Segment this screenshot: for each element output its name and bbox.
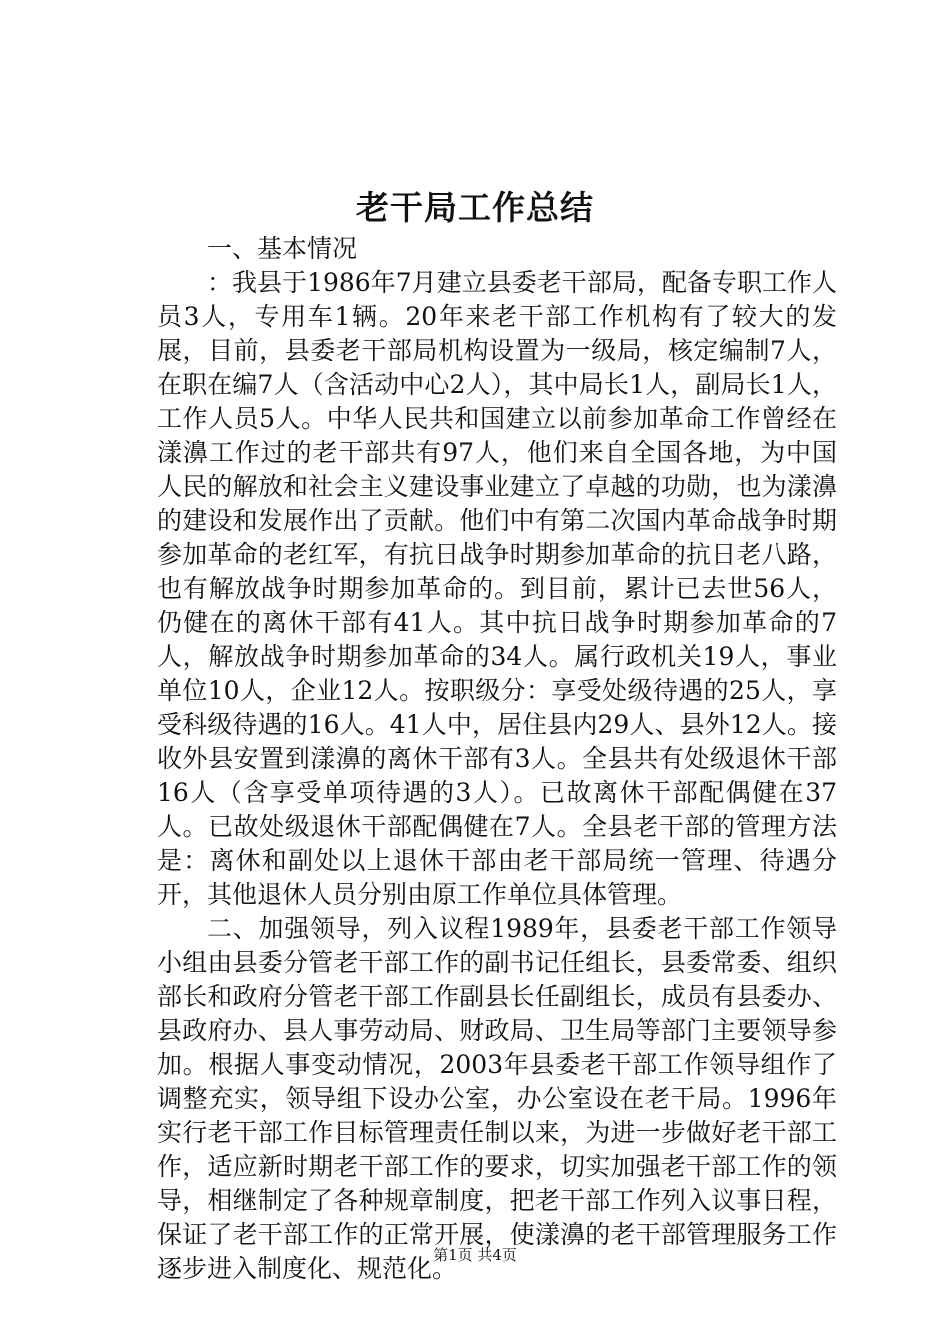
paragraph-heading-basic-info: 一、基本情况 xyxy=(207,234,358,263)
document-title: 老干局工作总结 xyxy=(356,188,594,227)
document-body xyxy=(157,232,837,1286)
page-number-footer: 第1页 共4页 xyxy=(433,1246,517,1264)
paragraph-leadership: 二、加强领导，列入议程1989年，县委老干部工作领导小组由县委分管老干部工作的副书记任组长，县委常委、组织部长和政府分管老干部工作副县长任副组长，成员有县委办、县政府办、县人事劳动局、财政局、卫生局等部门主要领导参加。根据人事变动情况，2003年县委老干部工作领导组作了调整充实，领导组下设办公室，办公室设在老干局。1996年实行老干部工作目标管理责任制以来，为进一步做好老干部工作，适应新时期老干部工作的要求，切实加强老干部工作的领导，相继制定了各种规章制度，把老干部工作列入议事日程，保证了老干部工作的正常开展，使漾濞的老干部管理服务工作逐步进入制度化、规范化。 xyxy=(157,914,837,1283)
paragraph-basic-info: ：我县于1986年7月建立县委老干部局，配备专职工作人员3人，专用车1辆。20年来老干部工作机构有了较大的发展，目前，县委老干部局机构设置为一级局，核定编制7人，在职在编7人（含活动中心2人），其中局长1人，副局长1人，工作人员5人。中华人民共和国建立以前参加革命工作曾经在漾濞工作过的老干部共有97人，他们来自全国各地，为中国人民的解放和社会主义建设事业建立了卓越的功勋，也为漾濞的建设和发展作出了贡献。他们中有第二次国内革命战争时期参加革命的老红军，有抗日战争时期参加革命的抗日老八路，也有解放战争时期参加革命的。到目前，累计已去世56人，仍健在的离休干部有41人。其中抗日战争时期参加革命的7人，解放战争时期参加革命的34人。属行政机关19人，事业单位10人，企业12人。按职级分：享受处级待遇的25人，享受科级待遇的16人。41人中，居住县内29人、县外12人。接收外县安置到漾濞的离休干部有3人。全县共有处级退休干部16人（含享受单项待遇的3人）。已故离休干部配偶健在37人。已故处级退休干部配偶健在7人。全县老干部的管理方法是：离休和副处以上退休干部由老干部局统一管理、待遇分开，其他退休人员分别由原工作单位具体管理。 xyxy=(157,268,837,909)
